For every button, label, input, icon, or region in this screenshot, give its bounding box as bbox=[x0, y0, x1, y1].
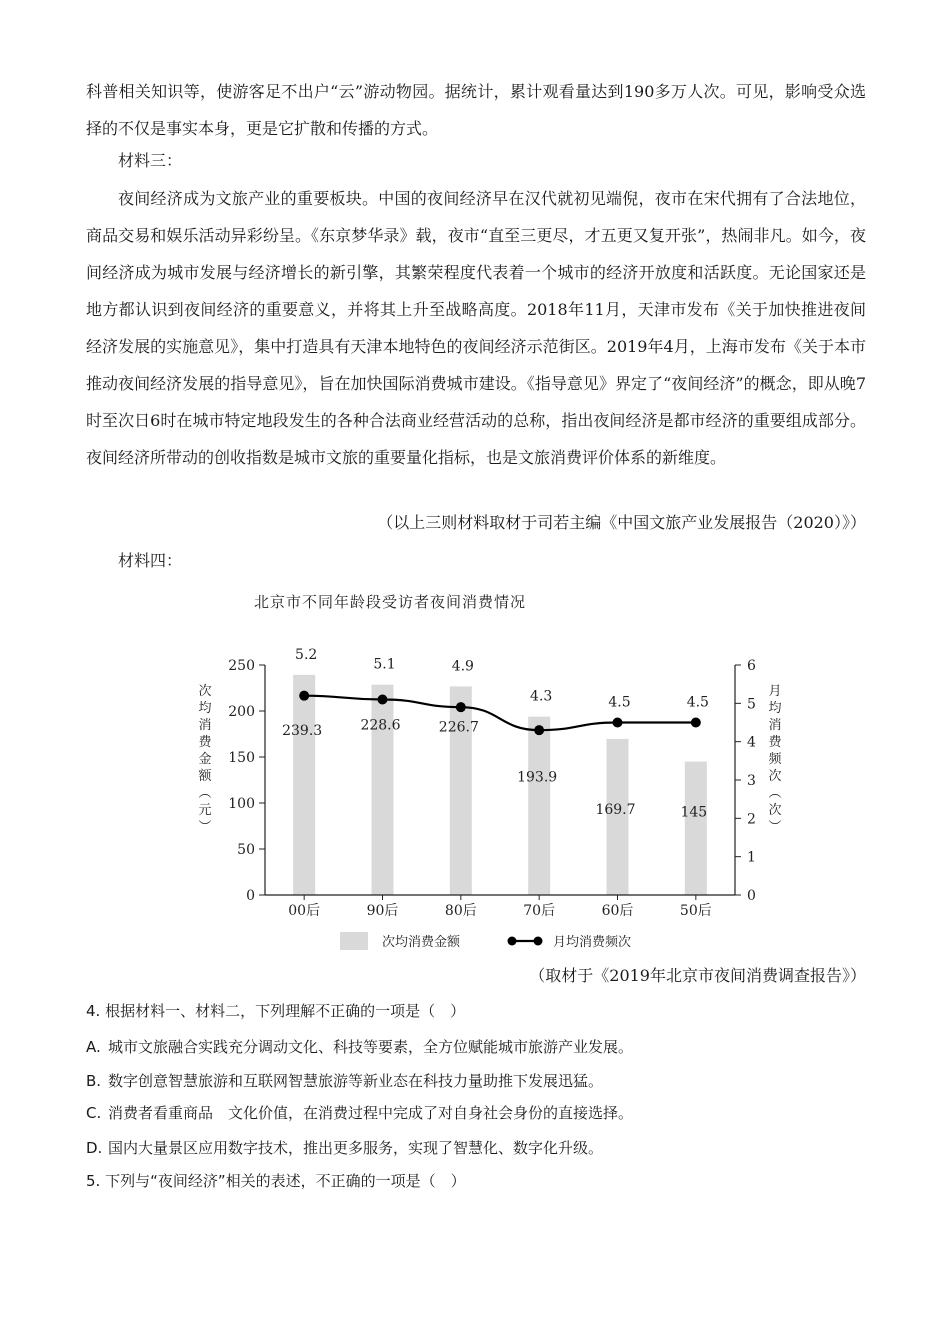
left-tick-label: 0 bbox=[246, 888, 255, 904]
option-letter: C. bbox=[86, 1104, 102, 1122]
bar-value-label: 193.9 bbox=[517, 769, 558, 786]
line-value-label: 5.2 bbox=[295, 646, 318, 663]
left-tick-label: 200 bbox=[228, 704, 255, 720]
legend-line-dot bbox=[508, 937, 517, 946]
bar-value-label: 145 bbox=[680, 804, 708, 821]
line-point bbox=[534, 725, 544, 735]
x-tick-label: 80后 bbox=[444, 903, 477, 919]
question-4-stem: 4. 根据材料一、材料二，下列理解不正确的一项是（ ） bbox=[86, 1002, 466, 1020]
legend-line-dot bbox=[534, 937, 543, 946]
x-tick-label: 50后 bbox=[679, 903, 712, 919]
left-tick-label: 250 bbox=[228, 658, 255, 674]
source-note-1: （以上三则材料取材于司若主编《中国文旅产业发展报告（2020）》） bbox=[377, 513, 866, 532]
bar bbox=[528, 717, 550, 895]
line-point bbox=[299, 691, 309, 701]
line-point bbox=[613, 718, 623, 728]
option-letter: B. bbox=[86, 1072, 102, 1090]
bar-value-label: 226.7 bbox=[438, 719, 479, 736]
material2-tail-paragraph: 科普相关知识等，使游客足不出户“云”游动物园。据统计，累计观看量达到190多万人次。可见，影响受众选择的不仅是事实本身，更是它扩散和传播的方式。 bbox=[86, 82, 866, 138]
right-tick-label: 2 bbox=[747, 811, 756, 828]
bar-value-label: 239.3 bbox=[282, 722, 323, 739]
question-4-option-b bbox=[86, 1070, 603, 1092]
bar-value-label: 169.7 bbox=[595, 801, 636, 818]
line-value-label: 4.9 bbox=[451, 658, 474, 675]
option-letter: A. bbox=[86, 1038, 101, 1056]
left-axis-title: 次均消费金额︵元︶ bbox=[198, 684, 212, 835]
legend-line-label: 月均消费频次 bbox=[553, 935, 632, 950]
source-note-2: （取材于《2019年北京市夜间消费调查报告》） bbox=[529, 966, 866, 985]
chart-title: 北京市不同年龄段受访者夜间消费情况 bbox=[253, 593, 527, 611]
question-4-option-a bbox=[86, 1036, 633, 1058]
right-tick-label: 6 bbox=[747, 658, 756, 674]
line-value-label: 4.5 bbox=[686, 694, 709, 711]
bar bbox=[450, 686, 472, 895]
question-4-option-d bbox=[86, 1137, 603, 1159]
right-tick-label: 0 bbox=[747, 888, 756, 904]
right-axis-title: 月均消费频次︵次︶ bbox=[768, 684, 782, 835]
consumption-chart bbox=[150, 580, 850, 960]
line-point bbox=[378, 695, 388, 705]
line-point bbox=[456, 702, 466, 712]
bar bbox=[685, 762, 707, 895]
right-tick-label: 4 bbox=[747, 734, 756, 751]
left-tick-label: 150 bbox=[228, 750, 255, 766]
option-letter: D. bbox=[86, 1139, 103, 1157]
line-point bbox=[691, 718, 701, 728]
right-tick-label: 1 bbox=[747, 849, 756, 866]
x-tick-label: 60后 bbox=[601, 903, 634, 919]
question-5-stem: 5. 下列与“夜间经济”相关的表述，不正确的一项是（ ） bbox=[86, 1172, 466, 1190]
x-tick-label: 00后 bbox=[288, 903, 321, 919]
line-value-label: 4.3 bbox=[530, 688, 553, 705]
material3-label: 材料三： bbox=[118, 151, 183, 170]
right-tick-label: 5 bbox=[747, 696, 756, 713]
left-tick-label: 50 bbox=[237, 842, 255, 858]
line-value-label: 5.1 bbox=[373, 656, 396, 673]
material3-paragraph: 夜间经济成为文旅产业的重要板块。中国的夜间经济早在汉代就初见端倪，夜市在宋代拥有了合法地位，商品交易和娱乐活动异彩纷呈。《东京梦华录》载，夜市“直至三更尽，才五更又复开张”，热闹非凡。如今，夜间经济成为城市发展与经济增长的新引擎，其繁荣程度代表着一个城市的经济开放度和活跃度。无论国家还是地方都认识到夜间经济的重要意义，并将其上升至战略高度。2018年11月，天津市发布《关于加快推进夜间经济发展的实施意见》，集中打造具有天津本地特色的夜间经济示范街区。2019年4月，上海市发布《关于本市推动夜间经济发展的指导意见》，旨在加快国际消费城市建设。《指导意见》界定了“夜间经济”的概念，即从晚7时至次日6时在城市特定地段发生的各种合法商业经营活动的总称，指出夜间经济是都市经济的重要组成部分。夜间经济所带动的创收指数是城市文旅的重要量化指标，也是文旅消费评价体系的新维度。 bbox=[86, 189, 866, 467]
material4-label: 材料四： bbox=[118, 551, 183, 570]
option-text: 城市文旅融合实践充分调动文化、科技等要素，全方位赋能城市旅游产业发展。 bbox=[108, 1038, 634, 1056]
bar-value-label: 228.6 bbox=[360, 717, 401, 734]
bar bbox=[372, 685, 394, 895]
bar bbox=[293, 675, 315, 895]
line-value-label: 4.5 bbox=[608, 694, 631, 711]
option-text: 消费者看重商品 文化价值，在消费过程中完成了对自身社会身份的直接选择。 bbox=[108, 1104, 634, 1122]
legend-bar-swatch bbox=[340, 932, 368, 950]
left-tick-label: 100 bbox=[228, 796, 255, 812]
option-text: 数字创意智慧旅游和互联网智慧旅游等新业态在科技力量助推下发展迅猛。 bbox=[108, 1072, 604, 1090]
option-text: 国内大量景区应用数字技术，推出更多服务，实现了智慧化、数字化升级。 bbox=[108, 1139, 604, 1157]
question-4-option-c bbox=[86, 1102, 633, 1124]
legend-bar-label: 次均消费金额 bbox=[382, 935, 461, 950]
x-tick-label: 70后 bbox=[523, 903, 556, 919]
right-tick-label: 3 bbox=[747, 773, 756, 789]
x-tick-label: 90后 bbox=[366, 903, 399, 919]
